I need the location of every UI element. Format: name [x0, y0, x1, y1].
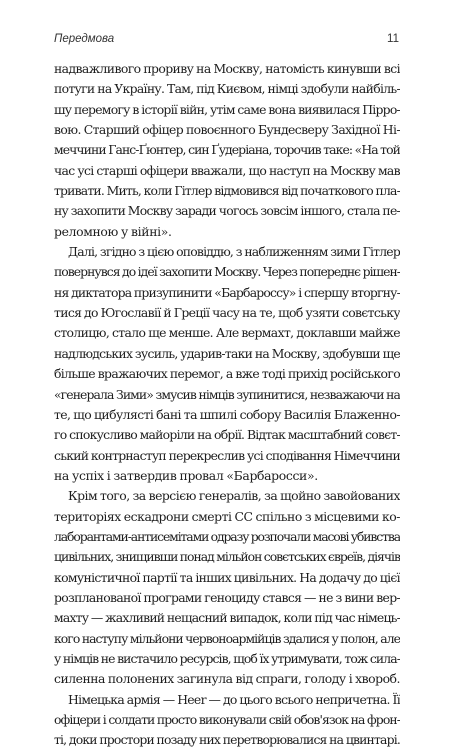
section-title: Передмова — [54, 33, 115, 45]
text-line: більше вражаючих перемог, а вже тоді прихід російського — [54, 366, 400, 382]
text-line: вою. Старший офіцер повоєнного Бундесверу Західної Ні- — [54, 122, 400, 138]
text-line: тривати. Мить, коли Гітлер відмовився від початкового пла- — [54, 183, 400, 199]
text-line: час усі старші офіцери вважали, що наступ на Москву мав — [54, 162, 400, 178]
text-line: ня диктатора призупинити «Барбароссу» і спершу вторгну- — [54, 284, 400, 300]
text-line: те, що цибулясті бані та шпилі собору Василія Блаженно- — [54, 406, 400, 422]
text-line: ну захопити Москву заради чогось зовсім іншого, стала пе- — [54, 203, 400, 219]
text-line: ський контрнаступ перекреслив усі сподівання Німеччини — [54, 447, 400, 463]
text-line: надлюдських зусиль, ударив-таки на Москву, здобувши ще — [54, 345, 400, 361]
body-text — [54, 59, 400, 751]
text-line: Німецька армія — Heer — до цього всього непричетна. Її — [68, 691, 400, 707]
text-line: надважливого прориву на Москву, натомість кинувши всі — [54, 61, 400, 76]
text-line: «генерала Зими» змусив німців зупинитися, незважаючи на — [54, 386, 400, 402]
text-line: кого наступу мільйони червоноармійців здалися у полон, але — [54, 630, 400, 646]
text-line: цивільних, знищивши понад мільйон совєтських євреїв, діячів — [54, 549, 400, 565]
text-line: комуністичної партії та інших цивільних. На додачу до цієї — [54, 569, 400, 585]
text-line: тися до Югославії й Греції часу на те, щоб узяти совєтську — [54, 305, 400, 321]
text-line: територіях ескадрони смерті СС спільно з місцевими ко- — [54, 508, 400, 524]
text-line: силенна полонених загинула від спраги, голоду і хвороб. — [54, 671, 400, 687]
text-line: потуги на Україну. Там, під Києвом, німці здобули найбіль- — [54, 81, 400, 97]
text-line: го спокусливо майоріли на обрії. Відтак масштабний совєт- — [54, 427, 400, 443]
page-number: 11 — [387, 33, 399, 45]
text-line: повернувся до ідеї захопити Москву. Через попереднє рішен- — [54, 264, 400, 280]
text-line: столицю, стало ще менше. Але вермахт, доклавши майже — [54, 325, 400, 341]
text-line: Далі, згідно з цією оповіддю, з наближенням зими Гітлер — [68, 244, 400, 260]
text-line: реломною у війні». — [54, 223, 172, 239]
text-line: розпланованої програми геноциду стався — не з вини вер- — [54, 589, 400, 605]
text-line: Крім того, за версією генералів, за щойно завойованих — [68, 488, 400, 504]
text-line: у німців не вистачило ресурсів, щоб їх утримувати, тож сила- — [54, 650, 400, 666]
text-line: меччини Ганс-Ґюнтер, син Ґудеріана, торочив таке: «На той — [54, 142, 400, 158]
text-line: шу перемогу в історії війн, утім саме вона виявилася Пірро- — [54, 101, 400, 117]
text-line: на успіх і затвердив провал «Барбаросси». — [54, 467, 318, 483]
text-line: лаборантами-антисемітами одразу розпочали масові убивства — [54, 528, 400, 544]
text-line: ті, доки простори позаду них перетворювалися на цвинтарі. — [54, 732, 400, 748]
text-line: махту — жахливий нещасний випадок, коли під час німець- — [54, 610, 400, 626]
text-line: офіцери і солдати просто виконували свій обов'язок на фрон- — [54, 712, 400, 727]
running-head — [54, 33, 399, 51]
